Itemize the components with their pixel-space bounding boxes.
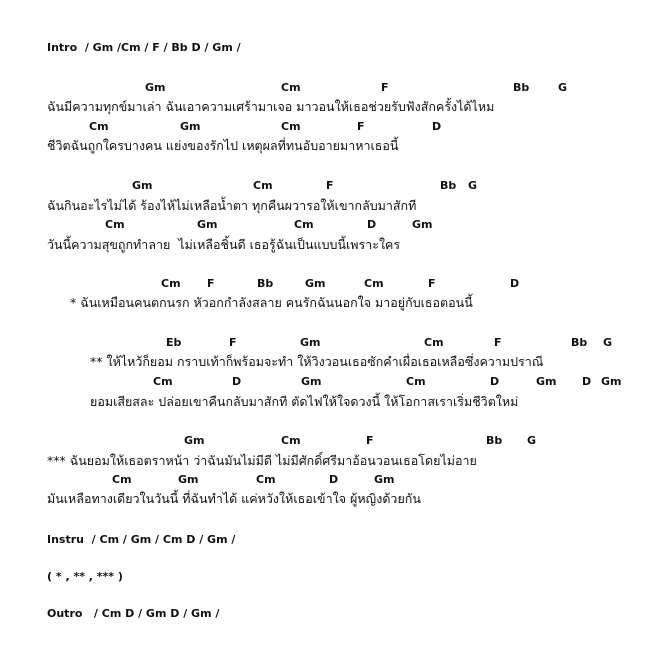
chord: F bbox=[207, 277, 215, 290]
chord: Cm bbox=[112, 473, 132, 486]
chord: F bbox=[357, 120, 365, 133]
chord: Cm bbox=[281, 120, 301, 133]
chord: Gm bbox=[305, 277, 326, 290]
chord: Bb bbox=[257, 277, 274, 290]
chord: F bbox=[229, 336, 237, 349]
lyric-line: วันนี้ความสุขถูกทำลาย ไม่เหลือชิ้นดี เธอรู้ฉันเป็นแบบนี้เพราะใคร bbox=[47, 237, 401, 252]
chord: Gm bbox=[197, 218, 218, 231]
intro-line: Intro / Gm /Cm / F / Bb D / Gm / bbox=[47, 41, 241, 54]
lyric-line: มันเหลือทางเดียวในวันนี้ ที่ฉันทำได้ แค่หวังให้เธอเข้าใจ ผู้หญิงด้วยกัน bbox=[47, 491, 421, 506]
lyric-line: ฉันมีความทุกข์มาเล่า ฉันเอาความเศร้ามาเจอ มาวอนให้เธอช่วยรับฟังสักครั้งได้ไหม bbox=[47, 99, 495, 114]
chord: Gm bbox=[374, 473, 395, 486]
chord: D bbox=[432, 120, 442, 133]
chord: Bb bbox=[513, 81, 530, 94]
chord: G bbox=[558, 81, 568, 94]
chord: D bbox=[232, 375, 242, 388]
lyric-line: ฉันกินอะไรไม่ได้ ร้องไห้ไม่เหลือน้ำตา ทุกคืนผวารอให้เขากลับมาสักที bbox=[47, 198, 417, 213]
chord: G bbox=[527, 434, 537, 447]
chord: Gm bbox=[178, 473, 199, 486]
chord: Cm bbox=[253, 179, 273, 192]
chord: D bbox=[490, 375, 500, 388]
chord: Gm bbox=[301, 375, 322, 388]
lyric-line: *** ฉันยอมให้เธอตราหน้า ว่าฉันมันไม่มีดี ไม่มีศักดิ์ศรีมาอ้อนวอนเธอโดยไม่อาย bbox=[47, 453, 477, 468]
chord: G bbox=[468, 179, 478, 192]
lyric-line: ยอมเสียสละ ปล่อยเขาคืนกลับมาสักที ตัดไฟให้ใจดวงนี้ ให้โอกาสเราเริ่มชีวิตใหม่ bbox=[90, 394, 519, 409]
instru-line: Instru / Cm / Gm / Cm D / Gm / bbox=[47, 533, 236, 546]
repeat-line: ( * , ** , *** ) bbox=[47, 570, 123, 583]
chord: Cm bbox=[256, 473, 276, 486]
chord: Bb bbox=[440, 179, 457, 192]
chord: Eb bbox=[166, 336, 182, 349]
chord: D bbox=[582, 375, 592, 388]
chord: Cm bbox=[89, 120, 109, 133]
chord: Cm bbox=[406, 375, 426, 388]
chord: D bbox=[510, 277, 520, 290]
chord: Gm bbox=[180, 120, 201, 133]
chord: Gm bbox=[536, 375, 557, 388]
chord: Gm bbox=[601, 375, 622, 388]
chord: Gm bbox=[145, 81, 166, 94]
chord: Bb bbox=[486, 434, 503, 447]
chord: F bbox=[326, 179, 334, 192]
chord: Cm bbox=[153, 375, 173, 388]
chord: Cm bbox=[294, 218, 314, 231]
chord: Cm bbox=[281, 434, 301, 447]
chord: F bbox=[494, 336, 502, 349]
chord: Gm bbox=[184, 434, 205, 447]
chord: F bbox=[381, 81, 389, 94]
chord: Bb bbox=[571, 336, 588, 349]
chord: Gm bbox=[132, 179, 153, 192]
outro-line: Outro / Cm D / Gm D / Gm / bbox=[47, 607, 220, 620]
lyric-line: ชีวิตฉันถูกใครบางคน แย่งของรักไป เหตุผลที่ทนอับอายมาหาเธอนี้ bbox=[47, 138, 399, 153]
chord: Cm bbox=[281, 81, 301, 94]
lyric-line: * ฉันเหมือนคนตกนรก หัวอกกำลังสลาย คนรักฉันนอกใจ มาอยู่กับเธอตอนนี้ bbox=[70, 295, 473, 310]
chord: Cm bbox=[364, 277, 384, 290]
chord: Cm bbox=[424, 336, 444, 349]
chord: D bbox=[329, 473, 339, 486]
chord: Gm bbox=[412, 218, 433, 231]
chord: F bbox=[428, 277, 436, 290]
chord: Cm bbox=[161, 277, 181, 290]
chord: D bbox=[367, 218, 377, 231]
chord: G bbox=[603, 336, 613, 349]
chord: Gm bbox=[300, 336, 321, 349]
chord: Cm bbox=[105, 218, 125, 231]
lyric-line: ** ให้ไหว้ก็ยอม กราบเท้าก็พร้อมจะทำ ให้วิงวอนเธอซักคำเผื่อเธอเหลือซึ่งความปราณี bbox=[90, 354, 544, 369]
chord: F bbox=[366, 434, 374, 447]
